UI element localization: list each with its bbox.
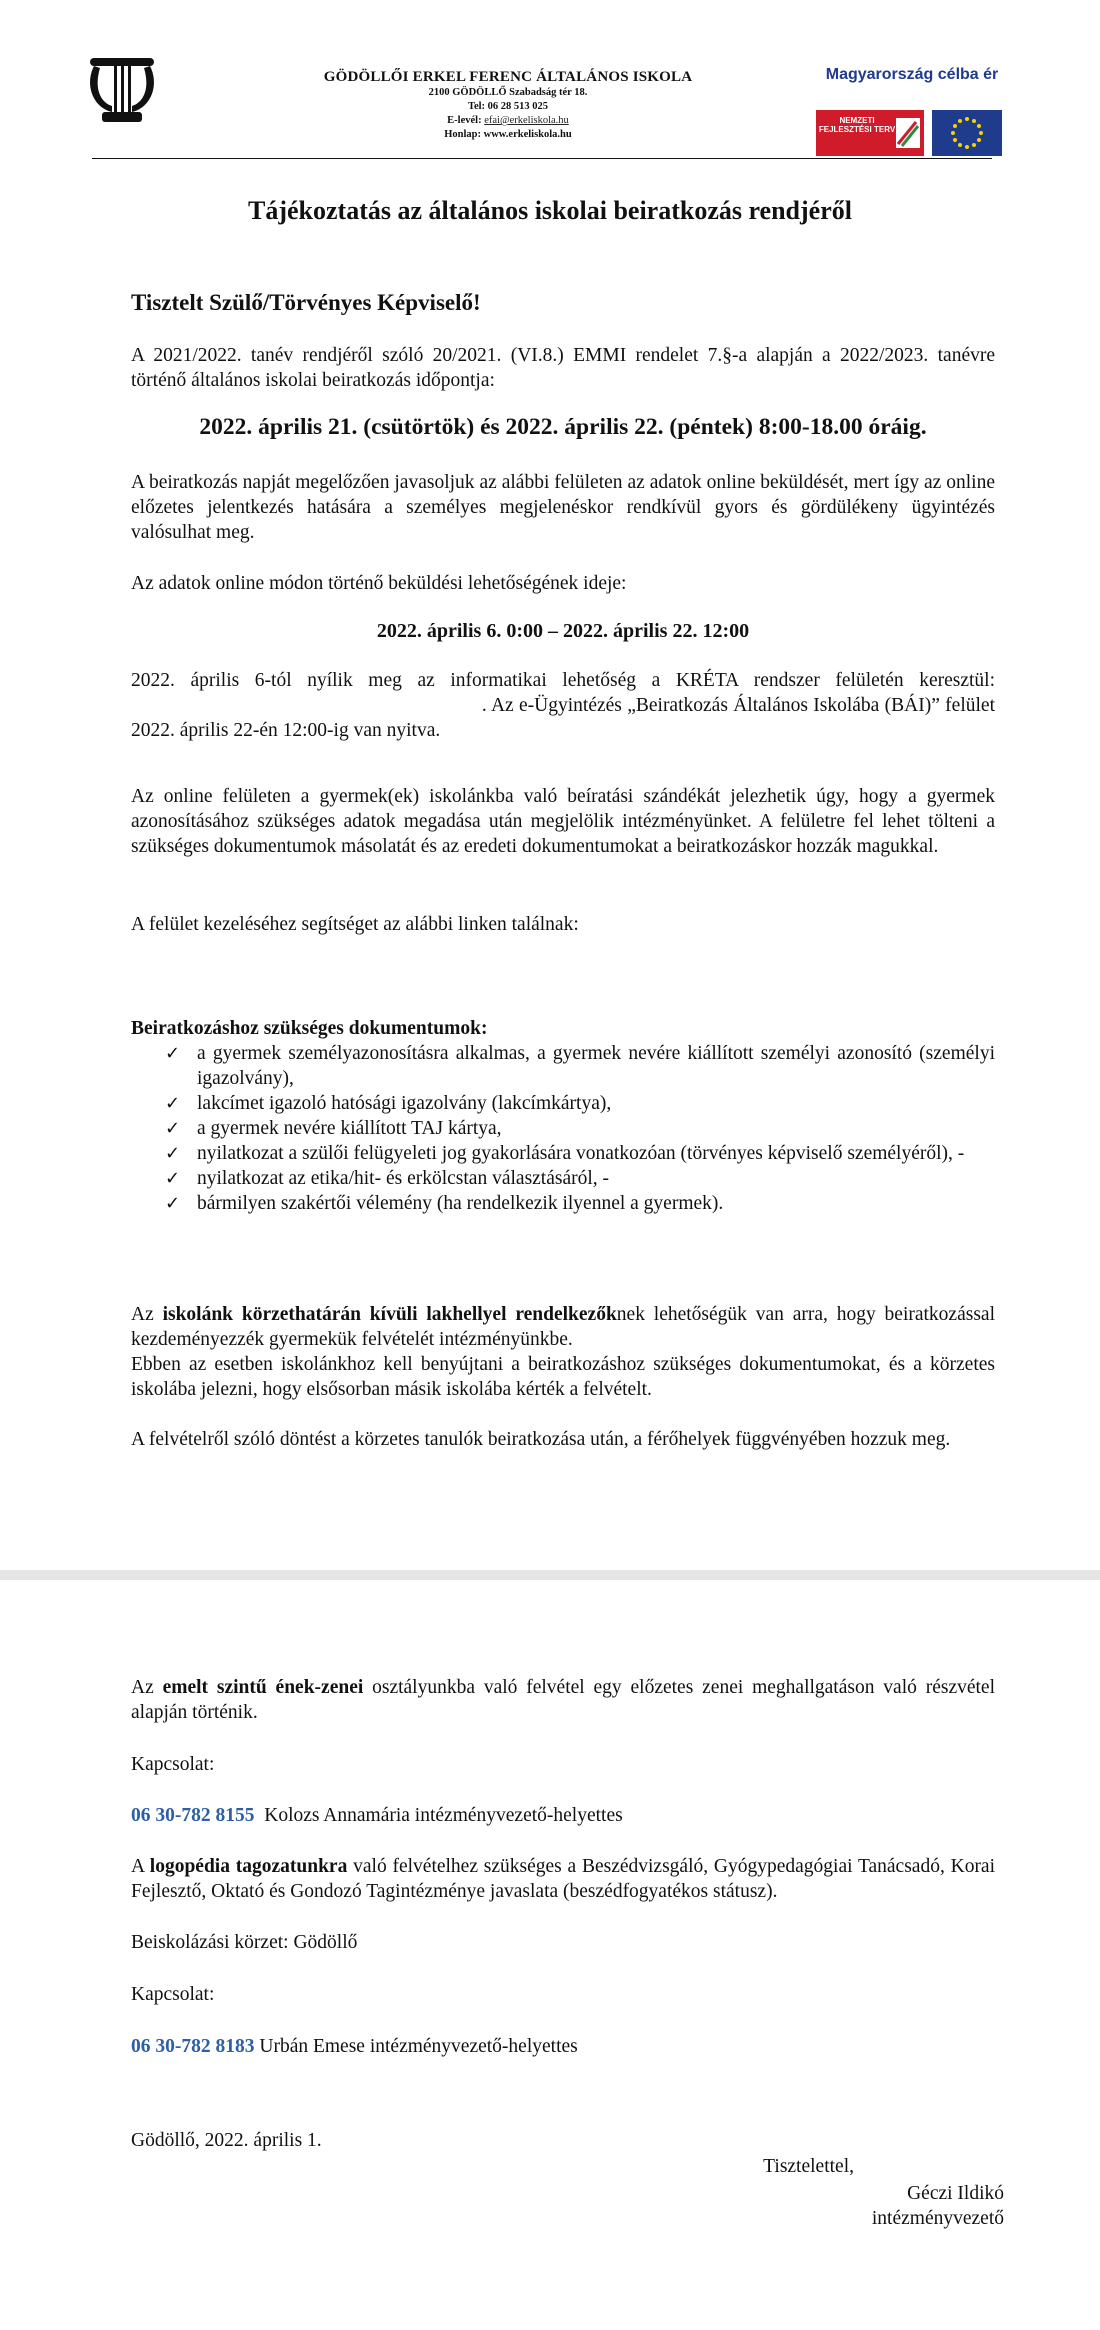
nft-text: NEMZETI FEJLESZTÉSI TERV — [818, 116, 896, 134]
email-link[interactable]: efai@erkeliskola.hu — [484, 115, 569, 126]
signature-role: intézményvezető — [871, 2208, 1004, 2229]
music-emphasis: emelt szintű ének-zenei — [162, 1677, 364, 1698]
document-item: ✓ a gyermek személyazonosításra alkalmas, a gyermek nevére kiállított személyi azonosító (személyi igazolvány), — [165, 1043, 995, 1089]
header-divider — [92, 158, 992, 159]
speech-emphasis: logopédia tagozatunkra — [149, 1856, 348, 1877]
checkmark-icon: ✓ — [165, 1143, 181, 1164]
letterhead — [88, 56, 1010, 160]
place-date: Gödöllő, 2022. április 1. — [131, 2130, 322, 2151]
greeting: Tisztelt Szülő/Törvényes Képviselő! — [131, 290, 481, 315]
documents-heading: Beiratkozáshoz szükséges dokumentumok: — [131, 1018, 488, 1039]
nft-logo-icon — [816, 110, 924, 156]
district-paragraph: Az iskolánk körzethatárán kívüli lakhellyel rendelkezőknek lehetőségük van arra, hogy beiratkozással kezdeményezzék gyermekük felvételét intézményünkbe. — [131, 1304, 995, 1350]
eu-flag-icon — [932, 110, 1002, 156]
checkmark-icon: ✓ — [165, 1118, 181, 1139]
school-phone: Tel: 06 28 513 025 — [467, 101, 549, 112]
document-item: ✓ nyilatkozat a szülői felügyeleti jog gyakorlására vonatkozóan (törvényes képviselő személyéről), - — [165, 1143, 965, 1164]
document-item: ✓ bármilyen szakértői vélemény (ha rendelkezik ilyennel a gyermek). — [165, 1193, 724, 1214]
enrollment-date: 2022. április 21. (csütörtök) és 2022. április 22. (péntek) 8:00-18.00 óráig. — [199, 414, 927, 440]
document-item: ✓ nyilatkozat az etika/hit- és erkölcstan választásáról, - — [165, 1168, 610, 1189]
district-paragraph-2: Ebben az esetben iskolánkhoz kell benyújtani a beiratkozáshoz szükséges dokumentumokat, és a körzetes iskolába jelezni, hogy elsősorban másik iskolába kérték a felvételt. — [131, 1354, 995, 1400]
funding-logos — [812, 66, 1012, 134]
contact-1-name: Kolozs Annamária intézményvezető-helyettes — [254, 1805, 623, 1826]
lyre-logo-icon — [88, 56, 158, 126]
speech-district: Beiskolázási körzet: Gödöllő — [131, 1932, 358, 1953]
school-name: GÖDÖLLŐI ERKEL FERENC ÁLTALÁNOS ISKOLA — [323, 69, 693, 85]
document-item: ✓ lakcímet igazoló hatósági igazolvány (lakcímkártya), — [165, 1093, 612, 1114]
slogan: Magyarország célba ér — [825, 66, 999, 83]
contact-2-phone[interactable]: 06 30-782 8183 — [131, 2036, 255, 2057]
contact-1-phone[interactable]: 06 30-782 8155 — [131, 1805, 255, 1826]
district-emphasis: iskolánk körzethatárán kívüli lakhellyel rendelkezők — [162, 1304, 617, 1325]
school-info — [248, 70, 768, 142]
online-recommend-paragraph: A beiratkozás napját megelőzően javasoljuk az alábbi felületen az adatok online beküldését, mert így az online előzetes jelentkezés hatására a személyes megjelenéskor rendkívül gyors és gördülékeny ügyintézés valósulhat meg. — [131, 472, 995, 543]
kreta-paragraph: 2022. április 6-tól nyílik meg az informatikai lehetőség a KRÉTA rendszer felületén keresztül: . Az e-Ügyintézés „Beiratkozás Általános Iskolába (BÁI)” felület 2022. április 22-én 12:00-ig van nyitva. — [131, 670, 995, 741]
email-label: E-levél: — [447, 115, 485, 126]
contact-label-2: Kapcsolat: — [131, 1984, 215, 2005]
speech-paragraph: A logopédia tagozatunkra való felvételhez szükséges a Beszédvizsgáló, Gyógypedagógiai Tanácsadó, Korai Fejlesztő, Oktató és Gondozó Tagintézménye javaslata (beszédfogyatékos státusz). — [131, 1856, 996, 1902]
decision-paragraph: A felvételről szóló döntést a körzetes tanulók beiratkozása után, a férőhelyek függvényében hozzuk meg. — [131, 1429, 951, 1450]
online-period-label: Az adatok online módon történő beküldési lehetőségének ideje: — [131, 573, 627, 594]
checkmark-icon: ✓ — [165, 1193, 181, 1214]
online-period: 2022. április 6. 0:00 – 2022. április 22. 12:00 — [376, 620, 750, 642]
music-paragraph: Az emelt szintű ének-zenei osztályunkba való felvétel egy előzetes zenei meghallgatáson való részvétel alapján történik. — [131, 1677, 995, 1723]
signature-regards: Tisztelettel, — [763, 2156, 854, 2177]
school-email-line — [248, 114, 768, 128]
document-title: Tájékoztatás az általános iskolai beiratkozás rendjéről — [248, 196, 852, 225]
checkmark-icon: ✓ — [165, 1093, 181, 1114]
contact-2-name: Urbán Emese intézményvezető-helyettes — [254, 2036, 578, 2057]
intro-paragraph: A 2021/2022. tanév rendjéről szóló 20/2021. (VI.8.) EMMI rendelet 7.§-a alapján a 2022/2023. tanévre történő általános iskolai beiratkozás időpontja: — [131, 345, 995, 391]
online-interface-paragraph: Az online felületen a gyermek(ek) iskolánkba való beíratási szándékát jelezhetik úgy, hogy a gyermek azonosításához szükséges adatok megadása után megjelölik intézményünket. A felületre fel lehet tölteni a szükséges dokumentumok másolatát és az eredeti dokumentumokat a beiratkozáskor hozzák magukkal. — [131, 786, 995, 857]
page-separator — [0, 1570, 1100, 1580]
school-homepage: Honlap: www.erkeliskola.hu — [444, 129, 572, 140]
hungarian-flag-icon — [896, 118, 920, 148]
contact-2 — [131, 2034, 995, 2059]
checkmark-icon: ✓ — [165, 1043, 181, 1064]
documents-list — [131, 1041, 995, 1216]
school-address: 2100 GÖDÖLLŐ Szabadság tér 18. — [428, 87, 588, 98]
signature-name: Géczi Ildikó — [907, 2183, 1004, 2204]
help-text: A felület kezeléséhez segítséget az alábbi linken találnak: — [131, 914, 579, 935]
page-2 — [0, 1584, 1100, 2330]
checkmark-icon: ✓ — [165, 1168, 181, 1189]
document-item: ✓ a gyermek nevére kiállított TAJ kártya, — [165, 1118, 502, 1139]
contact-1 — [131, 1803, 995, 1828]
contact-label-1: Kapcsolat: — [131, 1754, 215, 1775]
